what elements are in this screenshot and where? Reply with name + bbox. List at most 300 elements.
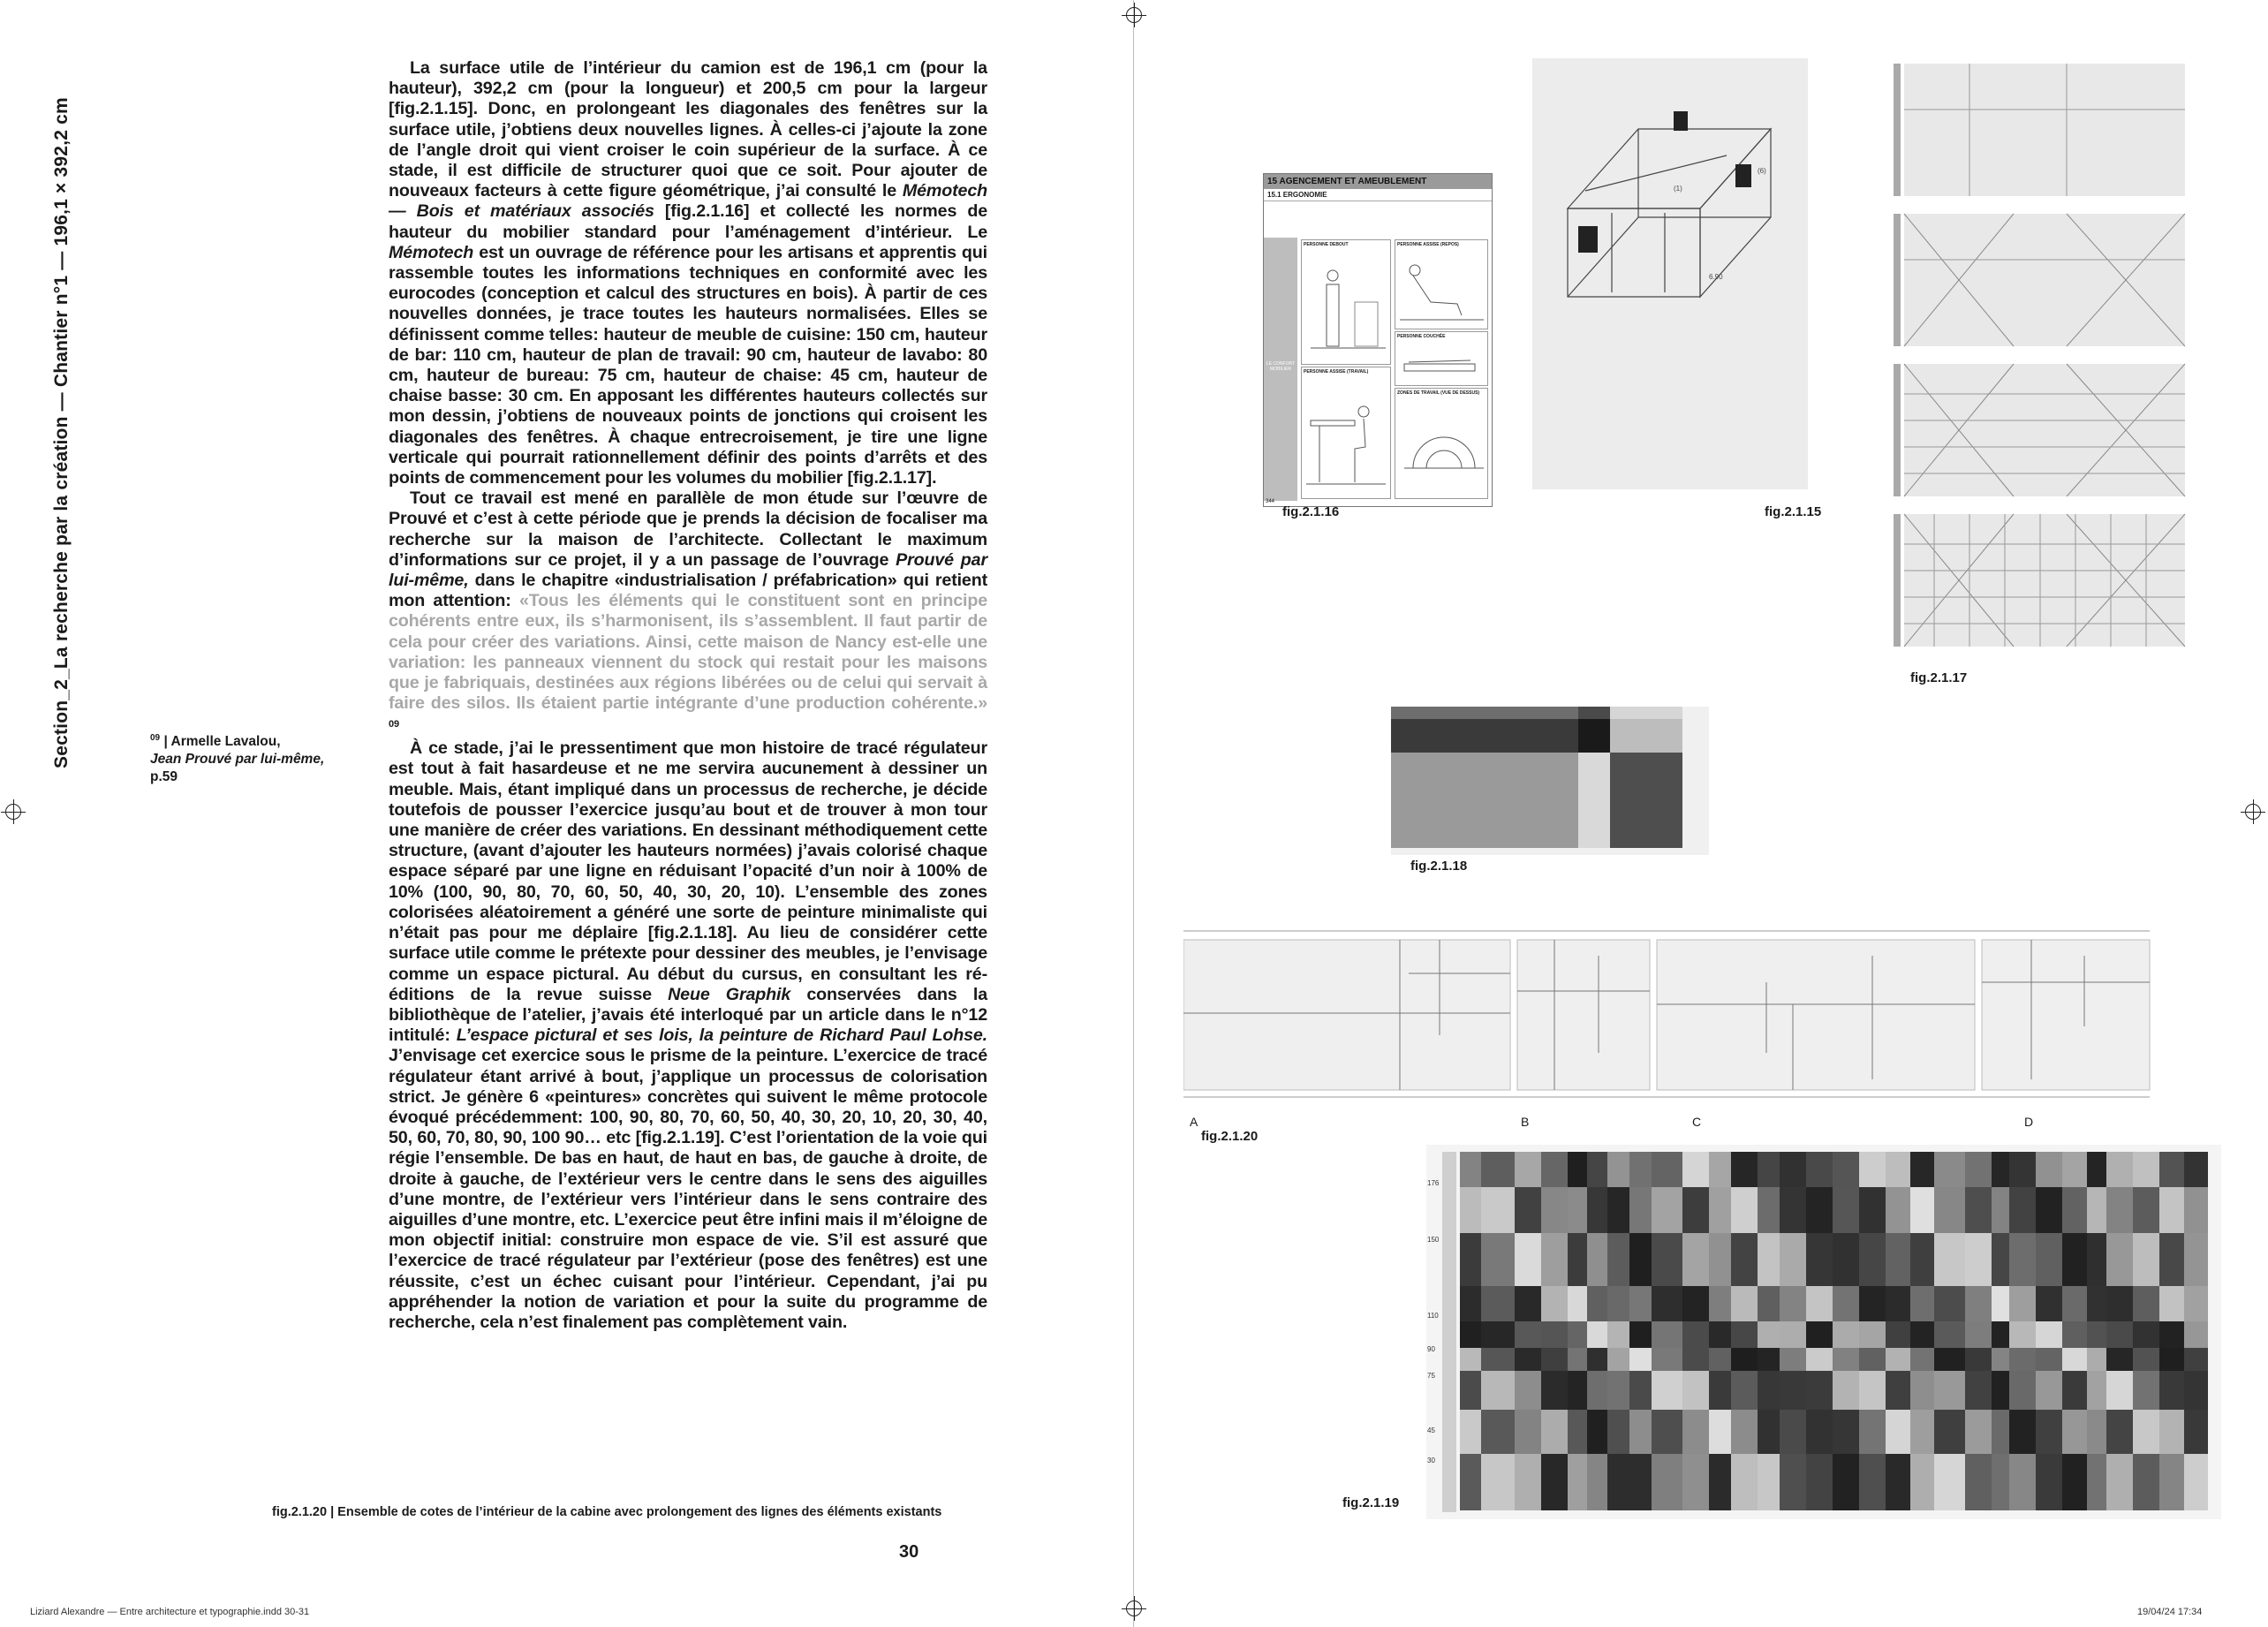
grid-cell bbox=[1886, 1321, 1910, 1348]
grid-cell bbox=[2009, 1454, 2036, 1510]
grid-cell bbox=[1886, 1410, 1910, 1454]
grid-label-90: 90 bbox=[1427, 1345, 1435, 1353]
grid-cell bbox=[2062, 1348, 2087, 1371]
footnote-number: 09 bbox=[150, 733, 161, 743]
grid-cell bbox=[1682, 1371, 1709, 1410]
registration-mark bbox=[5, 804, 21, 820]
grid-cell bbox=[1515, 1286, 1541, 1321]
grid-cell bbox=[2036, 1348, 2062, 1371]
grid-cell bbox=[1587, 1286, 1607, 1321]
grid-cell bbox=[1758, 1410, 1780, 1454]
grid-cell bbox=[1682, 1187, 1709, 1233]
grid-cell bbox=[1780, 1187, 1806, 1233]
grid-cell bbox=[1965, 1187, 1992, 1233]
grid-cell bbox=[2159, 1371, 2184, 1410]
grid-cell bbox=[1709, 1371, 1731, 1410]
grid-cell bbox=[1859, 1187, 1886, 1233]
grid-cell bbox=[2062, 1233, 2087, 1286]
grid-cell bbox=[2087, 1152, 2106, 1187]
grid-cell bbox=[2009, 1187, 2036, 1233]
grid-cell bbox=[1731, 1348, 1758, 1371]
block-painting-figure bbox=[1391, 707, 1709, 859]
grid-cell bbox=[1859, 1321, 1886, 1348]
grid-cell bbox=[2062, 1286, 2087, 1321]
grid-cell bbox=[2184, 1321, 2208, 1348]
grid-cell bbox=[1731, 1371, 1758, 1410]
grid-label-110: 110 bbox=[1427, 1312, 1439, 1320]
grid-cell bbox=[1731, 1233, 1758, 1286]
grid-cell bbox=[1709, 1321, 1731, 1348]
isometric-sketch-figure bbox=[1532, 58, 1808, 489]
paragraph-3: À ce stade, j’ai le pressentiment que mon histoire de tracé régulateur est tout à fait hasardeuse et ne me servira aucunement à dessiner un meuble. Mais, étant impliqué dans un processus de recherche, je décide toutefois de pousser l’exercice jusqu’au bout et de trouver à mon tour une manière de créer des variations. En dessinant méthodiquement cette structure, (avant d’ajouter les hauteurs normées) j’avais colorisé chaque espace séparé par une ligne en réduisant l’opacité d’un noir à 100% de 10% (100, 90, 80, 70, 60, 50, 40, 30, 20, 10). L’ensemble des zones colorisées aléatoirement a généré une sorte de peinture minimaliste qui n’était pas pour me déplaire [fig.2.1.18]. Au lieu de considérer cette surface utile comme le prétexte pour dessiner des meubles, je l’envisage comme un espace pictural. Au début du cursus, en consultant les ré-éditions de la revue suisse Neue Graphik conservées dans la bibliothèque de l’atelier, j’avais été interloqué par un article dans le n°12 intitulé: L’espace pictural et ses lois, la peinture de Richard Paul Lohse. J’envisage cet exercice sous le prisme de la peinture. L’exercice de tracé régulateur étant arrivé à bout, j’applique un processus de colorisation strict. Je génère 6 «peintures» concrètes qui suivent le même protocole évoqué précédemment: 100, 90, 80, 70, 60, 50, 40, 30, 20, 10, 20, 30, 40, 50, 60, 70, 80, 90, 100 90… etc [fig.2.1.19]. C’est l’orientation de la voie qui régie l’ensemble. De bas en haut, de haut en bas, de gauche à droite, de droite à gauche, de l’extérieur vers le centre dans le sens des aiguilles d’une montre, de l’extérieur vers l’intérieur dans le sens contraire des aiguilles d’une montre, etc. L’exercice peut être infini mais il m’éloigne de mon objectif initial: construire mon espace de vie. S’il est assuré que l’exercice de tracé régulateur par l’extérieur (pose des fenêtres) est une réussite, c’est un échec cuisant pour l’intérieur. Cependant, j’ai pu appréhender la notion de variation et pour la suite du programme de recherche, cela n’est finalement pas complètement vain. bbox=[389, 738, 987, 1332]
grid-cell bbox=[1859, 1454, 1886, 1510]
grid-cell bbox=[1541, 1410, 1568, 1454]
grid-cell bbox=[1731, 1410, 1758, 1454]
grid-label-176: 176 bbox=[1427, 1179, 1440, 1187]
grid-cell bbox=[2159, 1348, 2184, 1371]
paragraph-1: La surface utile de l’intérieur du camion est de 196,1 cm (pour la hauteur), 392,2 cm (pour la longueur) et 200,5 cm pour la largeur [fig.2.1.15]. Donc, en prolongeant les diagonales des fenêtres sur la surface utile, j’obtiens deux nouvelles lignes. À celles-ci j’ajoute la zone de l’angle droit qui vient croiser le coin supérieur de la surface. À ce stade, il est difficile de structurer quoi que ce soit. Pour ajouter de nouveaux facteurs à cette figure géométrique, j’ai consulté le Mémotech — Bois et matériaux associés [fig.2.1.16] et collecté les normes de hauteur du mobilier standard pour l’aménagement d’intérieur. Le Mémotech est un ouvrage de référence pour les artisans et apprentis qui rassemble toutes les informations techniques en conformité avec les eurocodes (conception et calcul des structures en bois). À partir de ces nouvelles données, je trace toutes les hauteurs normalisées. Elles se définissent comme telles: hauteur de meuble de cuisine: 150 cm, hauteur de bar: 110 cm, hauteur de plan de travail: 90 cm, hauteur de lavabo: 80 cm, hauteur de bureau: 75 cm, hauteur de chaise: 45 cm, hauteur de chaise basse: 30 cm. En apposant les différentes hauteurs collectés sur mon dessin, j’obtiens de nouveaux points de jonctions qui croisent les diagonales des fenêtres. À chaque entrecroisement, je tire une ligne verticale qui pourrait rationnellement définir des points d’arrêts et des points de commencement pour les volumes du mobilier [fig.2.1.17]. bbox=[389, 58, 987, 488]
grid-cell bbox=[1910, 1321, 1934, 1348]
grid-cell bbox=[2184, 1454, 2208, 1510]
grid-cell bbox=[1682, 1454, 1709, 1510]
grid-cell bbox=[1780, 1410, 1806, 1454]
grid-cell bbox=[1965, 1152, 1992, 1187]
grid-cell bbox=[2106, 1286, 2133, 1321]
grid-cell bbox=[1515, 1321, 1541, 1348]
grid-cell bbox=[1709, 1286, 1731, 1321]
grid-cell bbox=[1709, 1454, 1731, 1510]
memotech-sidebar bbox=[1264, 238, 1297, 501]
grid-cell bbox=[1515, 1152, 1541, 1187]
grid-cell bbox=[1568, 1454, 1587, 1510]
grid-cell bbox=[1992, 1152, 2009, 1187]
memotech-box-workzones: ZONES DE TRAVAIL (VUE DE DESSUS) bbox=[1395, 388, 1488, 499]
grid-cell bbox=[2159, 1233, 2184, 1286]
grid-cell bbox=[1934, 1371, 1965, 1410]
grid-cell bbox=[1587, 1321, 1607, 1348]
grid-cell bbox=[1541, 1454, 1568, 1510]
grid-cell bbox=[2087, 1233, 2106, 1286]
grid-cell bbox=[1780, 1233, 1806, 1286]
grid-cell bbox=[1481, 1371, 1515, 1410]
grid-cell bbox=[2087, 1371, 2106, 1410]
grid-cell bbox=[1780, 1286, 1806, 1321]
grid-cell bbox=[1607, 1371, 1629, 1410]
grid-cell bbox=[2009, 1233, 2036, 1286]
grid-cell bbox=[1934, 1233, 1965, 1286]
grid-cell bbox=[1992, 1371, 2009, 1410]
paragraph-2: Tout ce travail est mené en parallèle de mon étude sur l’œuvre de Prouvé et c’est à cette période que je prends la décision de focaliser ma recherche sur la maison de l’architecte. Collectant le maximum d’informations sur ce projet, il y a un passage de l’ouvrage Prouvé par lui-même, dans le chapitre «industrialisation / préfabrication» qui retient mon attention: «Tous les éléments qui le constituent sont en principe cohérents entre eux, ils s’harmonisent, ils s’assemblent. Il faut partir de cela pour créer des variations. Ainsi, cette maison de Nancy est-elle une variation: les panneaux viennent du stock qui restait pour les maisons que je fabriquais, destinées aux régions libérées ou de celui qui servait à faire des silos. Ils étaient partie intégrante d’une production cohérente.» $^{09}$ bbox=[389, 488, 987, 730]
grid-cell bbox=[2106, 1187, 2133, 1233]
grid-cell bbox=[1965, 1348, 1992, 1371]
footnote-author: | Armelle Lavalou, bbox=[163, 734, 281, 750]
figure-caption-2-1-20: fig.2.1.20 | Ensemble de cotes de l’intérieur de la cabine avec prolongement des lignes des éléments existants bbox=[272, 1505, 942, 1519]
memotech-header: 15 AGENCEMENT ET AMEUBLEMENT bbox=[1264, 174, 1492, 189]
grid-cell bbox=[1709, 1233, 1731, 1286]
grid-cell bbox=[1568, 1187, 1587, 1233]
grid-cell bbox=[1652, 1348, 1682, 1371]
grid-cell bbox=[1541, 1152, 1568, 1187]
grid-cell bbox=[2036, 1454, 2062, 1510]
grid-cell bbox=[2159, 1454, 2184, 1510]
grid-cell bbox=[1587, 1454, 1607, 1510]
grid-cell bbox=[1682, 1348, 1709, 1371]
grid-cell bbox=[2087, 1454, 2106, 1510]
grid-cell bbox=[1587, 1233, 1607, 1286]
grid-cell bbox=[2184, 1187, 2208, 1233]
grid-cell bbox=[1965, 1371, 1992, 1410]
grid-cell bbox=[1806, 1233, 1833, 1286]
grid-cell bbox=[1652, 1454, 1682, 1510]
fig-caption-19: fig.2.1.19 bbox=[1342, 1495, 1400, 1510]
grid-cell bbox=[1965, 1233, 1992, 1286]
grid-cell bbox=[2159, 1152, 2184, 1187]
elevation-drawings bbox=[1183, 920, 2177, 1106]
grid-cell bbox=[1481, 1348, 1515, 1371]
grid-cell bbox=[1515, 1233, 1541, 1286]
grid-cell bbox=[1806, 1187, 1833, 1233]
grid-cell bbox=[1992, 1454, 2009, 1510]
grid-cell bbox=[1515, 1410, 1541, 1454]
grid-cell bbox=[1859, 1410, 1886, 1454]
section-title: Section_2_La recherche par la création — Chantier n°1 — 196,1 × 392,2 cm bbox=[51, 97, 72, 768]
grid-cell bbox=[1992, 1348, 2009, 1371]
grid-cell bbox=[1541, 1321, 1568, 1348]
grid-cell bbox=[1460, 1410, 1481, 1454]
grid-cell bbox=[1806, 1152, 1833, 1187]
grid-cell bbox=[1780, 1454, 1806, 1510]
grid-cell bbox=[1806, 1454, 1833, 1510]
grid-cell bbox=[1460, 1286, 1481, 1321]
grid-cell bbox=[1992, 1321, 2009, 1348]
grid-cell bbox=[1607, 1152, 1629, 1187]
grid-cell bbox=[1910, 1187, 1934, 1233]
grid-cell bbox=[1992, 1286, 2009, 1321]
grid-cell bbox=[1806, 1321, 1833, 1348]
grid-cell bbox=[2106, 1410, 2133, 1454]
grayscale-grid bbox=[1426, 1145, 2221, 1519]
svg-text:(1): (1) bbox=[1674, 185, 1682, 193]
footnote-page: p.59 bbox=[150, 769, 178, 785]
grid-cell bbox=[1709, 1348, 1731, 1371]
page-gutter bbox=[1133, 0, 1134, 1627]
grid-cell bbox=[1481, 1187, 1515, 1233]
grid-cell bbox=[2133, 1286, 2159, 1321]
grid-cell bbox=[1481, 1454, 1515, 1510]
memotech-box-working: PERSONNE ASSISE (TRAVAIL) bbox=[1301, 367, 1391, 499]
prouve-quote: «Tous les éléments qui le constituent sont en principe cohérents entre eux, ils s’harmonisent, ils s’assemblent. Il faut partir de cela pour créer des variations. Ainsi, cette maison de Nancy est-elle une variation: les panneaux viennent du stock qui restait pour les maisons que je fabriquais, destinées aux régions libérées ou de celui qui servait à faire des silos. Ils étaient partie intégrante d’une production cohérente.» bbox=[389, 591, 987, 714]
grid-label-150: 150 bbox=[1427, 1236, 1440, 1244]
isometric-box-drawing bbox=[1532, 58, 1808, 489]
grid-cell bbox=[1806, 1410, 1833, 1454]
grid-cell bbox=[1682, 1321, 1709, 1348]
grid-cell bbox=[1886, 1286, 1910, 1321]
grid-cell bbox=[1833, 1152, 1859, 1187]
grid-cell bbox=[2133, 1152, 2159, 1187]
memotech-box-resting: PERSONNE ASSISE (REPOS) bbox=[1395, 239, 1488, 329]
grid-cell bbox=[1910, 1410, 1934, 1454]
grid-cell bbox=[1731, 1454, 1758, 1510]
grid-cell bbox=[1992, 1233, 2009, 1286]
grid-cell bbox=[1629, 1410, 1652, 1454]
grid-cell bbox=[2184, 1371, 2208, 1410]
grid-cell bbox=[1587, 1371, 1607, 1410]
grid-cell bbox=[2159, 1286, 2184, 1321]
grid-cell bbox=[1934, 1187, 1965, 1233]
trace-panels bbox=[1890, 58, 2190, 659]
fig-caption-20: fig.2.1.20 bbox=[1201, 1129, 1259, 1144]
grid-cell bbox=[2184, 1348, 2208, 1371]
grid-cell bbox=[1780, 1321, 1806, 1348]
grid-cell bbox=[1758, 1187, 1780, 1233]
grid-cell bbox=[1709, 1187, 1731, 1233]
grid-cell bbox=[1934, 1152, 1965, 1187]
grid-cell bbox=[1758, 1286, 1780, 1321]
grid-cell bbox=[1934, 1286, 1965, 1321]
grid-cell bbox=[2062, 1410, 2087, 1454]
elevation-label-b: B bbox=[1521, 1115, 1530, 1129]
fig-caption-18: fig.2.1.18 bbox=[1410, 859, 1468, 874]
grid-cell bbox=[2184, 1152, 2208, 1187]
grid-cell bbox=[1587, 1410, 1607, 1454]
grid-cell bbox=[1833, 1321, 1859, 1348]
grid-cell bbox=[1833, 1286, 1859, 1321]
grid-cell bbox=[1460, 1348, 1481, 1371]
registration-mark bbox=[1126, 7, 1142, 23]
grid-cell bbox=[1629, 1233, 1652, 1286]
grayscale-grid-figure bbox=[1426, 1145, 2221, 1524]
grid-cell bbox=[1629, 1152, 1652, 1187]
grid-cell bbox=[2062, 1454, 2087, 1510]
grid-cell bbox=[1886, 1348, 1910, 1371]
grid-cell bbox=[1568, 1371, 1587, 1410]
grid-cell bbox=[2159, 1321, 2184, 1348]
grid-cell bbox=[2062, 1371, 2087, 1410]
svg-text:(6): (6) bbox=[1758, 167, 1766, 175]
grid-cell bbox=[2036, 1321, 2062, 1348]
elevation-label-d: D bbox=[2024, 1115, 2034, 1129]
grid-cell bbox=[2087, 1187, 2106, 1233]
grid-cell bbox=[1934, 1410, 1965, 1454]
grid-cell bbox=[1886, 1152, 1910, 1187]
grid-cell bbox=[2036, 1233, 2062, 1286]
footer-date: 19/04/24 17:34 bbox=[2137, 1607, 2203, 1617]
grid-cell bbox=[1460, 1233, 1481, 1286]
grid-cell bbox=[1965, 1321, 1992, 1348]
grid-cell bbox=[1859, 1348, 1886, 1371]
lying-person-diagram bbox=[1395, 341, 1487, 383]
grid-cell bbox=[1910, 1233, 1934, 1286]
grid-cell bbox=[2184, 1410, 2208, 1454]
grid-cell bbox=[1910, 1454, 1934, 1510]
grid-cell bbox=[2062, 1187, 2087, 1233]
grid-cell bbox=[1568, 1321, 1587, 1348]
grid-cell bbox=[1460, 1152, 1481, 1187]
grid-cell bbox=[1731, 1187, 1758, 1233]
footer-file: Liziard Alexandre — Entre architecture et typographie.indd 30-31 bbox=[30, 1607, 310, 1617]
grid-cell bbox=[1886, 1187, 1910, 1233]
grid-cell bbox=[1780, 1371, 1806, 1410]
grid-cell bbox=[1731, 1152, 1758, 1187]
fig-caption-17: fig.2.1.17 bbox=[1910, 670, 1968, 685]
grid-cell bbox=[2133, 1410, 2159, 1454]
grid-cell bbox=[1886, 1371, 1910, 1410]
grid-cell bbox=[1481, 1233, 1515, 1286]
grid-cell bbox=[1682, 1152, 1709, 1187]
grid-cell bbox=[1833, 1348, 1859, 1371]
grid-cell bbox=[2159, 1410, 2184, 1454]
grid-cell bbox=[1587, 1152, 1607, 1187]
elevation-label-c: C bbox=[1692, 1115, 1702, 1129]
grid-cell bbox=[2009, 1348, 2036, 1371]
body-text bbox=[389, 58, 987, 1333]
registration-mark bbox=[2245, 804, 2261, 820]
grid-cell bbox=[1515, 1454, 1541, 1510]
grid-cell bbox=[1568, 1410, 1587, 1454]
page-number: 30 bbox=[899, 1542, 919, 1562]
grid-cell bbox=[1859, 1371, 1886, 1410]
grid-cell bbox=[1541, 1286, 1568, 1321]
grid-cell bbox=[1886, 1454, 1910, 1510]
grid-cell bbox=[2087, 1348, 2106, 1371]
grid-cell bbox=[1934, 1454, 1965, 1510]
grid-cell bbox=[1833, 1371, 1859, 1410]
grid-cell bbox=[1460, 1371, 1481, 1410]
memotech-side-label: LE CONFORT MOBILIER bbox=[1266, 361, 1296, 372]
grid-cell bbox=[2087, 1410, 2106, 1454]
grid-cell bbox=[1607, 1321, 1629, 1348]
grid-cell bbox=[1460, 1321, 1481, 1348]
grid-cell bbox=[2009, 1410, 2036, 1454]
grid-cell bbox=[1541, 1233, 1568, 1286]
grid-cell bbox=[2062, 1152, 2087, 1187]
grid-cell bbox=[1652, 1152, 1682, 1187]
grid-cell bbox=[1629, 1187, 1652, 1233]
grid-cell bbox=[1629, 1454, 1652, 1510]
memotech-diagrams bbox=[1297, 238, 1490, 501]
grid-cell bbox=[1886, 1233, 1910, 1286]
grid-cell bbox=[1481, 1410, 1515, 1454]
grid-cell bbox=[1806, 1348, 1833, 1371]
grid-cell bbox=[2009, 1286, 2036, 1321]
grid-cell bbox=[1541, 1348, 1568, 1371]
grid-cell bbox=[1709, 1410, 1731, 1454]
grid-cell bbox=[1859, 1152, 1886, 1187]
grid-cell bbox=[2106, 1348, 2133, 1371]
grid-cell bbox=[1607, 1286, 1629, 1321]
grid-cell bbox=[1607, 1187, 1629, 1233]
grid-cell bbox=[1731, 1321, 1758, 1348]
grid-cell bbox=[1965, 1286, 1992, 1321]
grid-cell bbox=[2009, 1321, 2036, 1348]
elevation-drawings-figure bbox=[1183, 920, 2177, 1110]
grid-cell bbox=[1481, 1286, 1515, 1321]
grid-cell bbox=[1833, 1233, 1859, 1286]
grid-cell bbox=[1992, 1187, 2009, 1233]
grid-cell bbox=[1910, 1348, 1934, 1371]
memotech-page-number: 344 bbox=[1266, 499, 1275, 504]
memotech-page-figure bbox=[1263, 173, 1493, 507]
grid-cell bbox=[2184, 1233, 2208, 1286]
grid-cell bbox=[1587, 1187, 1607, 1233]
grid-cell bbox=[2133, 1371, 2159, 1410]
memotech-box-lying: PERSONNE COUCHÉE bbox=[1395, 331, 1488, 386]
grid-cell bbox=[1910, 1371, 1934, 1410]
grid-cell bbox=[1682, 1410, 1709, 1454]
grid-cell bbox=[1629, 1371, 1652, 1410]
grid-cell bbox=[2184, 1286, 2208, 1321]
footnote bbox=[150, 730, 371, 786]
fig-caption-15: fig.2.1.15 bbox=[1765, 504, 1822, 519]
grid-cell bbox=[1934, 1321, 1965, 1348]
working-person-diagram bbox=[1302, 376, 1390, 496]
grid-cell bbox=[1992, 1410, 2009, 1454]
grid-cell bbox=[1758, 1454, 1780, 1510]
grid-cell bbox=[2159, 1187, 2184, 1233]
grid-cell bbox=[1607, 1410, 1629, 1454]
grid-cell bbox=[2133, 1454, 2159, 1510]
grid-cell bbox=[1515, 1371, 1541, 1410]
grid-cell bbox=[1481, 1152, 1515, 1187]
grid-cell bbox=[1607, 1454, 1629, 1510]
grid-cell bbox=[1731, 1286, 1758, 1321]
grid-cell bbox=[1965, 1410, 1992, 1454]
grid-cell bbox=[1629, 1286, 1652, 1321]
grid-cell bbox=[1568, 1152, 1587, 1187]
grid-cell bbox=[2106, 1321, 2133, 1348]
grid-cell bbox=[1910, 1286, 1934, 1321]
grid-cell bbox=[1652, 1321, 1682, 1348]
grid-cell bbox=[1629, 1348, 1652, 1371]
grid-cell bbox=[2133, 1187, 2159, 1233]
grid-cell bbox=[2036, 1152, 2062, 1187]
grid-cell bbox=[1965, 1454, 1992, 1510]
grid-cell bbox=[2036, 1187, 2062, 1233]
grid-cell bbox=[2106, 1152, 2133, 1187]
grid-cell bbox=[1652, 1286, 1682, 1321]
grid-cell bbox=[1780, 1152, 1806, 1187]
grid-cell bbox=[1568, 1348, 1587, 1371]
fig-caption-16: fig.2.1.16 bbox=[1282, 504, 1340, 519]
grid-cell bbox=[1652, 1410, 1682, 1454]
grid-cell bbox=[1910, 1152, 1934, 1187]
grid-cell bbox=[1758, 1152, 1780, 1187]
elevation-label-a: A bbox=[1190, 1115, 1198, 1129]
grid-cell bbox=[1607, 1348, 1629, 1371]
grid-cell bbox=[2036, 1410, 2062, 1454]
grid-cell bbox=[1859, 1286, 1886, 1321]
footnote-book: Jean Prouvé par lui-même, bbox=[150, 752, 325, 768]
grid-cell bbox=[1758, 1321, 1780, 1348]
grid-cell bbox=[2106, 1454, 2133, 1510]
grid-cell bbox=[1568, 1233, 1587, 1286]
grid-cell bbox=[1833, 1410, 1859, 1454]
grid-cell bbox=[1652, 1233, 1682, 1286]
grid-cell bbox=[2087, 1286, 2106, 1321]
grid-cell bbox=[1541, 1371, 1568, 1410]
grid-label-30: 30 bbox=[1427, 1457, 1435, 1464]
memotech-box-standing: PERSONNE DEBOUT bbox=[1301, 239, 1391, 365]
grid-cell bbox=[2106, 1371, 2133, 1410]
grid-cell bbox=[1607, 1233, 1629, 1286]
grid-cell bbox=[1481, 1321, 1515, 1348]
trace-panels-figure bbox=[1890, 58, 2190, 663]
grid-cell bbox=[2036, 1371, 2062, 1410]
grid-cell bbox=[1629, 1321, 1652, 1348]
grid-cell bbox=[1682, 1286, 1709, 1321]
grid-cell bbox=[2009, 1371, 2036, 1410]
grid-cell bbox=[1587, 1348, 1607, 1371]
